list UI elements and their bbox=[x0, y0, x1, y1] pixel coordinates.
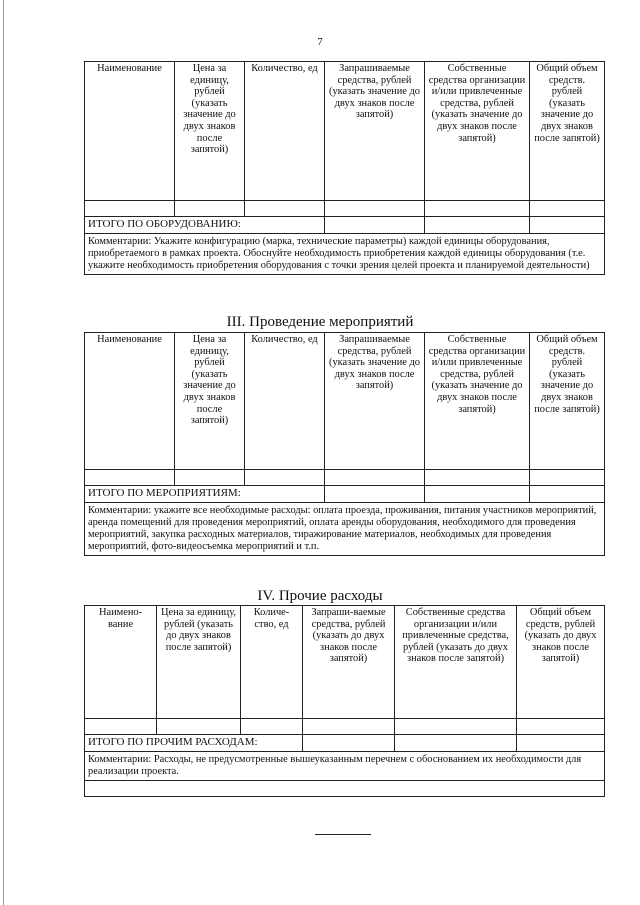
header-own-funds: Собственные средства организации и/или привлеченные средства, рублей (указать значение до двух знаков после запятой) bbox=[425, 62, 530, 201]
header-requested: Запрашиваемые средства, рублей (указать значение до двух знаков после запятой) bbox=[325, 333, 425, 470]
table-cell[interactable] bbox=[241, 719, 303, 735]
header-total-funds: Общий объем средств. рублей (указать значение до двух знаков после запятой) bbox=[530, 333, 605, 470]
table-cell[interactable] bbox=[530, 470, 605, 486]
total-label: ИТОГО ПО ПРОЧИМ РАСХОДАМ: bbox=[85, 735, 303, 752]
header-requested: Запраши-ваемые средства, рублей (указать до двух знаков после запятой) bbox=[303, 606, 395, 719]
comment-text: Комментарии: Укажите конфигурацию (марка, технические параметры) каждой единицы оборудования, приобретаемого в рамках проекта. Обоснуйте необходимость приобретения каждой единицы оборудования (т.е. укажите необходимость приобретения оборудования с точки зрения целей проекта и планируемой деятельности) bbox=[85, 233, 605, 274]
table-cell[interactable] bbox=[325, 201, 425, 217]
header-unit-price: Цена за единицу, рублей (указать значение до двух знаков после запятой) bbox=[175, 333, 245, 470]
table-cell[interactable] bbox=[517, 719, 605, 735]
table-cell[interactable] bbox=[303, 735, 395, 752]
table-cell[interactable] bbox=[175, 201, 245, 217]
table-cell[interactable] bbox=[425, 201, 530, 217]
table-row bbox=[85, 780, 605, 796]
table-cell[interactable] bbox=[530, 201, 605, 217]
scan-edge-line bbox=[3, 0, 4, 905]
header-total-funds: Общий объем средств. рублей (указать значение до двух знаков после запятой) bbox=[530, 62, 605, 201]
events-table bbox=[84, 332, 605, 556]
table-cell[interactable] bbox=[530, 217, 605, 234]
total-row bbox=[85, 486, 605, 503]
table-cell[interactable] bbox=[425, 470, 530, 486]
section-title-other: IV. Прочие расходы bbox=[257, 588, 383, 604]
comment-row bbox=[85, 233, 605, 274]
table-cell[interactable] bbox=[85, 470, 175, 486]
total-label: ИТОГО ПО МЕРОПРИЯТИЯМ: bbox=[85, 486, 325, 503]
table-cell[interactable] bbox=[325, 470, 425, 486]
total-row bbox=[85, 735, 605, 752]
header-quantity: Количе-ство, ед bbox=[241, 606, 303, 719]
table-cell[interactable] bbox=[157, 719, 241, 735]
table-cell[interactable] bbox=[85, 201, 175, 217]
header-own-funds: Собственные средства организации и/или привлеченные средства, рублей (указать значение до двух знаков после запятой) bbox=[425, 333, 530, 470]
header-name: Наименование bbox=[85, 333, 175, 470]
header-quantity: Количество, ед bbox=[245, 62, 325, 201]
equipment-table bbox=[84, 61, 605, 275]
table-header-row bbox=[85, 606, 605, 719]
total-row bbox=[85, 217, 605, 234]
header-total-funds: Общий объем средств, рублей (указать до двух знаков после запятой) bbox=[517, 606, 605, 719]
comment-text: Комментарии: Расходы, не предусмотренные вышеуказанным перечнем с обоснованием их необходимости для реализации проекта. bbox=[85, 751, 605, 780]
table-cell[interactable] bbox=[530, 486, 605, 503]
table-cell[interactable] bbox=[325, 486, 425, 503]
footer-divider bbox=[315, 834, 371, 835]
comment-text: Комментарии: укажите все необходимые расходы: оплата проезда, проживания, питания участников мероприятий, аренда помещений для проведения мероприятий, оплата аренды оборудования, необходимого для проведения мероприятий, закупка расходных материалов, тиражирование материалов, необходимых для проведения мероприятий, фото-видеосъемка мероприятий и т.п. bbox=[85, 502, 605, 555]
table-row bbox=[85, 470, 605, 486]
table-cell[interactable] bbox=[303, 719, 395, 735]
header-unit-price: Цена за единицу, рублей (указать значение до двух знаков после запятой) bbox=[175, 62, 245, 201]
section-title-events: III. Проведение мероприятий bbox=[226, 314, 414, 330]
page-number: 7 bbox=[317, 36, 323, 48]
table-cell[interactable] bbox=[245, 201, 325, 217]
header-quantity: Количество, ед bbox=[245, 333, 325, 470]
table-cell[interactable] bbox=[325, 217, 425, 234]
header-unit-price: Цена за единицу, рублей (указать до двух знаков после запятой) bbox=[157, 606, 241, 719]
table-cell[interactable] bbox=[517, 735, 605, 752]
table-row bbox=[85, 201, 605, 217]
table-cell[interactable] bbox=[85, 719, 157, 735]
table-cell[interactable] bbox=[425, 217, 530, 234]
header-own-funds: Собственные средства организации и/или привлеченные средства, рублей (указать до двух знаков после запятой) bbox=[395, 606, 517, 719]
table-header-row bbox=[85, 333, 605, 470]
table-cell[interactable] bbox=[395, 735, 517, 752]
table-header-row bbox=[85, 62, 605, 201]
table-cell[interactable] bbox=[245, 470, 325, 486]
total-label: ИТОГО ПО ОБОРУДОВАНИЮ: bbox=[85, 217, 325, 234]
header-requested: Запрашиваемые средства, рублей (указать значение до двух знаков после запятой) bbox=[325, 62, 425, 201]
other-expenses-table bbox=[84, 605, 605, 797]
comment-row bbox=[85, 751, 605, 780]
header-name: Наимено-вание bbox=[85, 606, 157, 719]
table-row bbox=[85, 719, 605, 735]
table-cell[interactable] bbox=[85, 780, 605, 796]
table-cell[interactable] bbox=[425, 486, 530, 503]
header-name: Наименование bbox=[85, 62, 175, 201]
comment-row bbox=[85, 502, 605, 555]
table-cell[interactable] bbox=[175, 470, 245, 486]
table-cell[interactable] bbox=[395, 719, 517, 735]
